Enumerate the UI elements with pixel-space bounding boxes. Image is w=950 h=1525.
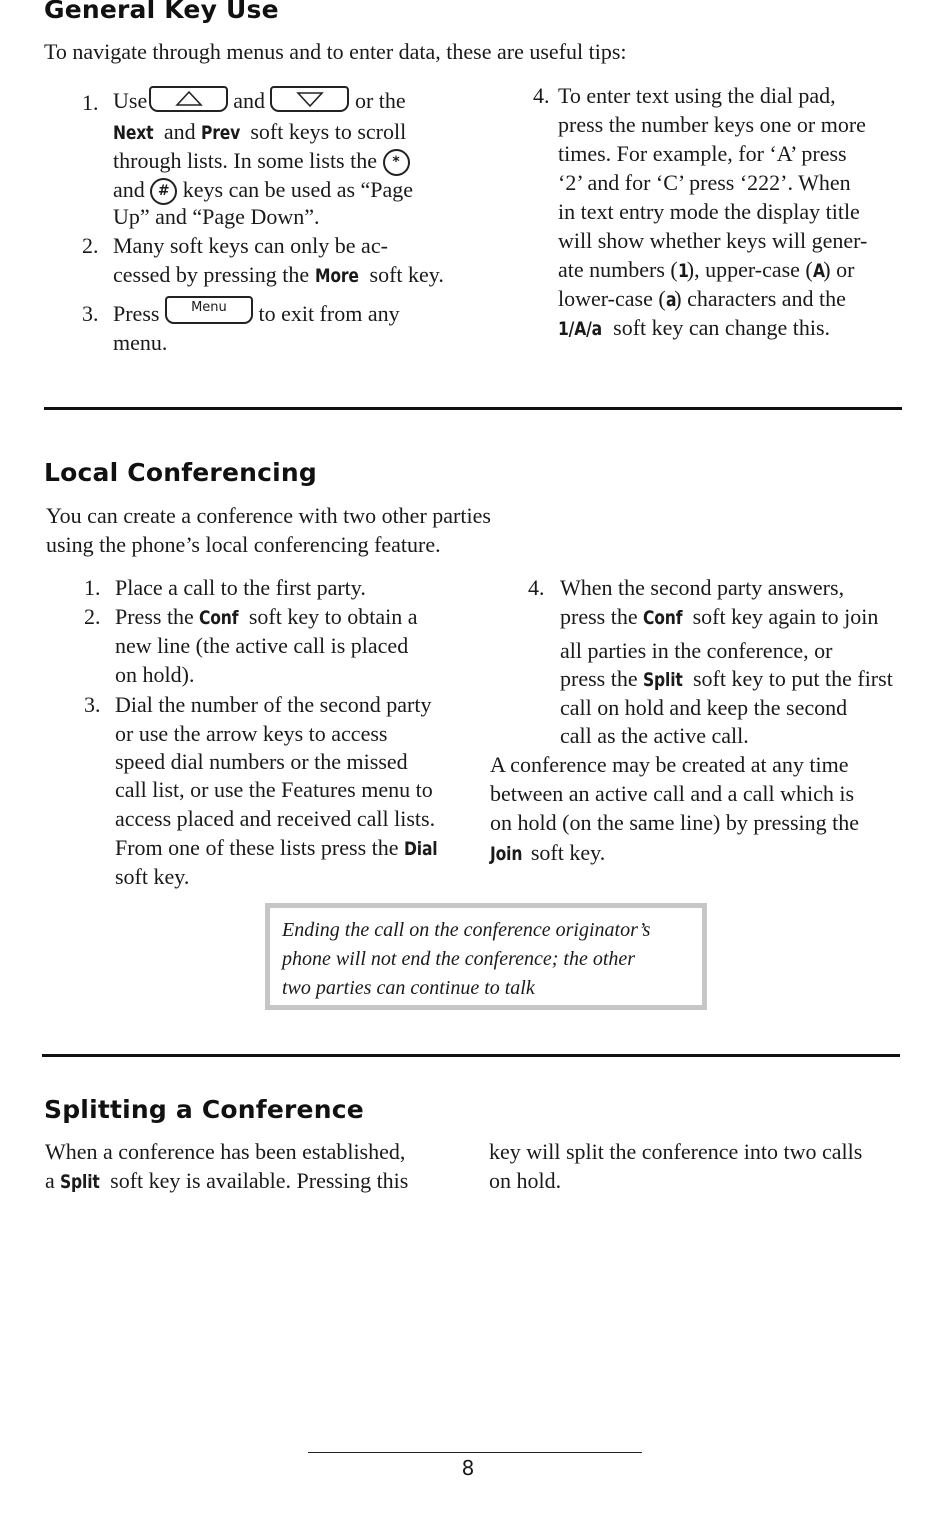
- mode-uppercase-glyph: A: [812, 260, 825, 282]
- down-triangle-icon: [272, 88, 347, 110]
- note-line: Ending the call on the conference originator’s: [282, 919, 651, 941]
- text: soft key.: [525, 840, 606, 865]
- list-item-line: [558, 284, 846, 315]
- text: through lists. In some lists the: [113, 148, 377, 173]
- text: Press the: [115, 604, 200, 629]
- text: soft key is available. Pressing this: [104, 1168, 409, 1193]
- local-paragraph-line: A conference may be created at any time: [490, 752, 849, 777]
- local-paragraph-line: on hold (on the same line) by pressing the: [490, 810, 860, 835]
- list-number: 4.: [533, 83, 550, 108]
- list-item-line: access placed and received call lists.: [115, 806, 436, 831]
- list-item-line: will show whether keys will gener-: [558, 228, 868, 253]
- text: From one of these lists press the: [115, 835, 405, 860]
- softkey-more: More: [314, 265, 359, 287]
- split-paragraph-line: [45, 1166, 408, 1197]
- list-item-line: [558, 255, 854, 286]
- list-item-line: press the number keys one or more: [558, 112, 866, 137]
- text: soft key to put the first: [687, 666, 893, 691]
- local-paragraph-line: between an active call and a call which is: [490, 781, 855, 806]
- local-intro-line: using the phone’s local conferencing feature.: [46, 532, 441, 557]
- softkey-next: Next: [113, 122, 154, 144]
- list-item-line: Dial the number of the second party: [115, 692, 432, 717]
- list-number: 1.: [84, 575, 101, 600]
- list-item-line: Up” and “Page Down”.: [113, 204, 320, 229]
- text: and: [158, 119, 202, 144]
- softkey-prev: Prev: [201, 122, 241, 144]
- list-item-line: [115, 602, 417, 633]
- list-item-line: Many soft keys can only be ac-: [113, 233, 388, 258]
- list-item-line: To enter text using the dial pad,: [558, 83, 836, 108]
- list-item-line: speed dial numbers or the missed: [115, 749, 408, 774]
- list-item-line: call as the active call.: [560, 723, 749, 748]
- text: soft keys to scroll: [244, 119, 407, 144]
- section-title-splitting-a-conference: Splitting a Conference: [44, 1095, 364, 1124]
- list-item-line: on hold).: [115, 662, 195, 687]
- list-number: 2.: [82, 233, 99, 258]
- text: ), upper-case (: [686, 257, 813, 282]
- section-divider: [44, 407, 902, 410]
- list-item-line: [113, 146, 410, 176]
- note-box: [265, 903, 707, 1010]
- text: press the: [560, 604, 644, 629]
- split-paragraph-line: When a conference has been established,: [45, 1139, 406, 1164]
- text: cessed by pressing the: [113, 262, 315, 287]
- list-item-line: in text entry mode the display title: [558, 199, 860, 224]
- local-paragraph-line: [490, 838, 605, 869]
- note-line: two parties can continue to talk: [282, 977, 535, 999]
- text: press the: [560, 666, 644, 691]
- list-item-line: [113, 299, 400, 330]
- menu-key-icon: Menu: [165, 296, 253, 324]
- list-item-line: times. For example, for ‘A’ press: [558, 141, 847, 166]
- softkey-split: Split: [60, 1171, 100, 1193]
- text: and: [113, 177, 145, 202]
- list-item-line: [560, 664, 893, 695]
- softkey-conf: Conf: [643, 607, 683, 629]
- list-item-line: [113, 260, 444, 291]
- star-key-icon: *: [383, 149, 410, 176]
- softkey-1-A-a: 1/A/a: [558, 318, 602, 340]
- list-item-line: menu.: [113, 330, 168, 355]
- list-item-line: [113, 86, 406, 116]
- text: ) characters and the: [674, 286, 846, 311]
- text: or the: [354, 88, 406, 113]
- text: ate numbers (: [558, 257, 678, 282]
- hash-key-icon: #: [150, 178, 177, 205]
- split-paragraph-line: key will split the conference into two calls: [489, 1139, 863, 1164]
- list-item-line: [558, 313, 830, 344]
- down-arrow-key-icon: [270, 86, 349, 112]
- text: soft key.: [364, 262, 444, 287]
- split-paragraph-line: on hold.: [489, 1168, 562, 1193]
- list-number: 1.: [82, 90, 99, 115]
- text: Use: [113, 88, 148, 113]
- up-triangle-icon: [151, 88, 226, 110]
- list-item-line: call list, or use the Features menu to: [115, 777, 433, 802]
- list-item-line: call on hold and keep the second: [560, 695, 848, 720]
- list-item-line: Place a call to the first party.: [115, 575, 366, 600]
- list-item-line: [113, 175, 413, 205]
- text: ) or: [823, 257, 855, 282]
- text: soft key can change this.: [607, 315, 831, 340]
- list-number: 2.: [84, 604, 101, 629]
- list-item-line: all parties in the conference, or: [560, 638, 833, 663]
- note-line: phone will not end the conference; the other: [282, 948, 636, 970]
- page-number: 8: [461, 1456, 475, 1480]
- list-item-line: soft key.: [115, 864, 190, 889]
- list-item-line: [560, 602, 878, 633]
- mode-lowercase-glyph: a: [665, 289, 677, 311]
- text: Press: [113, 301, 160, 326]
- text: to exit from any: [258, 301, 400, 326]
- up-arrow-key-icon: [149, 86, 228, 112]
- list-number: 3.: [84, 692, 101, 717]
- section-title-local-conferencing: Local Conferencing: [44, 458, 317, 487]
- text: lower-case (: [558, 286, 666, 311]
- softkey-split: Split: [643, 669, 683, 691]
- footer-rule: [308, 1452, 642, 1453]
- text: a: [45, 1168, 61, 1193]
- softkey-dial: Dial: [404, 838, 438, 860]
- text: and: [233, 88, 265, 113]
- section-title-general-key-use: General Key Use: [44, 0, 279, 24]
- list-item-line: ‘2’ and for ‘C’ press ‘222’. When: [558, 170, 851, 195]
- text: soft key again to join: [687, 604, 879, 629]
- list-number: 3.: [82, 301, 99, 326]
- local-intro-line: You can create a conference with two other parties: [46, 503, 491, 528]
- softkey-join: Join: [490, 843, 523, 865]
- list-item-line: [115, 833, 441, 864]
- text: keys can be used as “Page: [182, 177, 414, 202]
- text: soft key to obtain a: [243, 604, 418, 629]
- list-item-line: or use the arrow keys to access: [115, 721, 388, 746]
- list-number: 4.: [528, 575, 545, 600]
- list-item-line: [113, 117, 406, 148]
- mode-numbers-glyph: 1: [677, 260, 689, 282]
- softkey-conf: Conf: [199, 607, 239, 629]
- list-item-line: new line (the active call is placed: [115, 633, 409, 658]
- general-intro: To navigate through menus and to enter data, these are useful tips:: [44, 39, 627, 64]
- list-item-line: When the second party answers,: [560, 575, 845, 600]
- section-divider: [42, 1054, 900, 1057]
